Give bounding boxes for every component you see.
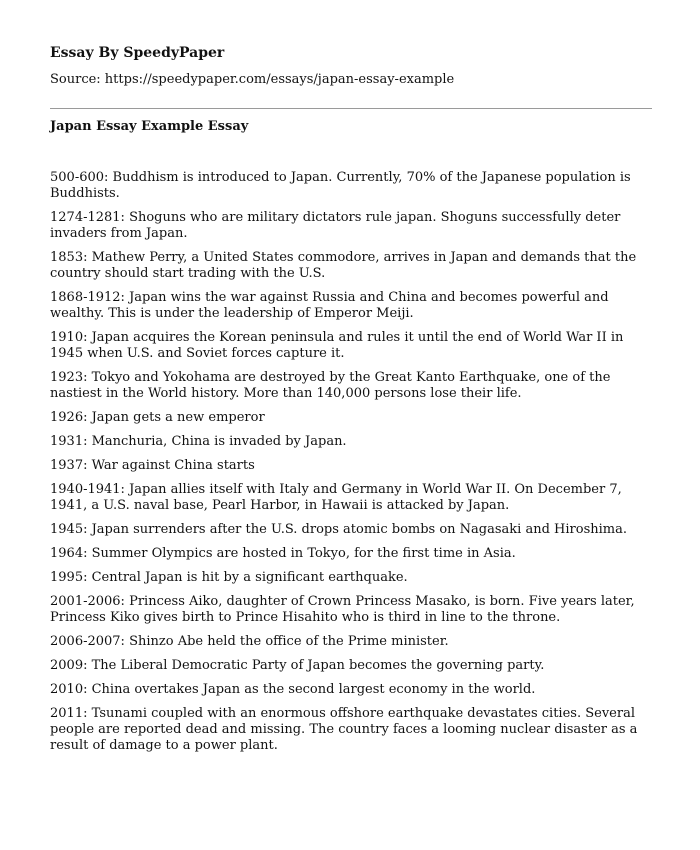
timeline-entry: 2009: The Liberal Democratic Party of Japan becomes the governing party. (50, 658, 545, 673)
timeline-entry: 1910: Japan acquires the Korean peninsula and rules it until the end of World War II in 1945 when U.S. and Soviet forces capture it. (50, 330, 624, 361)
timeline-entry: 1931: Manchuria, China is invaded by Japan. (50, 434, 347, 449)
timeline-entry: 1274-1281: Shoguns who are military dictators rule japan. Shoguns successfully deter invaders from Japan. (50, 210, 621, 241)
timeline-entry: 1995: Central Japan is hit by a significant earthquake. (50, 570, 408, 585)
essay-body (50, 170, 652, 762)
timeline-entry: 1937: War against China starts (50, 458, 255, 473)
timeline-entry: 2011: Tsunami coupled with an enormous offshore earthquake devastates cities. Several people are reported dead and missing. The country faces a looming nuclear disaster as a result of damage to a power plant. (50, 706, 638, 753)
source-line: Source: https://speedypaper.com/essays/japan-essay-example (50, 72, 455, 87)
timeline-entry: 1945: Japan surrenders after the U.S. drops atomic bombs on Nagasaki and Hiroshima. (50, 522, 627, 537)
document-header (50, 0, 652, 88)
brand-title: Essay By SpeedyPaper (50, 45, 225, 61)
timeline-entry: 1926: Japan gets a new emperor (50, 410, 265, 425)
timeline-entry: 1923: Tokyo and Yokohama are destroyed by the Great Kanto Earthquake, one of the nastiest in the World history. More than 140,000 persons lose their life. (50, 370, 611, 401)
timeline-entry: 1940-1941: Japan allies itself with Italy and Germany in World War II. On December 7, 1941, a U.S. naval base, Pearl Harbor, in Hawaii is attacked by Japan. (50, 482, 622, 513)
timeline-entry: 2010: China overtakes Japan as the second largest economy in the world. (50, 682, 536, 697)
essay-title: Japan Essay Example Essay (50, 119, 249, 134)
timeline-entry: 1964: Summer Olympics are hosted in Tokyo, for the first time in Asia. (50, 546, 516, 561)
timeline-entry: 1868-1912: Japan wins the war against Russia and China and becomes powerful and wealthy. This is under the leadership of Emperor Meiji. (50, 290, 609, 321)
timeline-entry: 500-600: Buddhism is introduced to Japan. Currently, 70% of the Japanese population is Buddhists. (50, 170, 631, 201)
timeline-entry: 2001-2006: Princess Aiko, daughter of Crown Princess Masako, is born. Five years later, Princess Kiko gives birth to Prince Hisahito who is third in line to the throne. (50, 594, 635, 625)
timeline-entry: 2006-2007: Shinzo Abe held the office of the Prime minister. (50, 634, 449, 649)
timeline-entry: 1853: Mathew Perry, a United States commodore, arrives in Japan and demands that the country should start trading with the U.S. (50, 250, 637, 281)
header-divider (50, 108, 652, 109)
